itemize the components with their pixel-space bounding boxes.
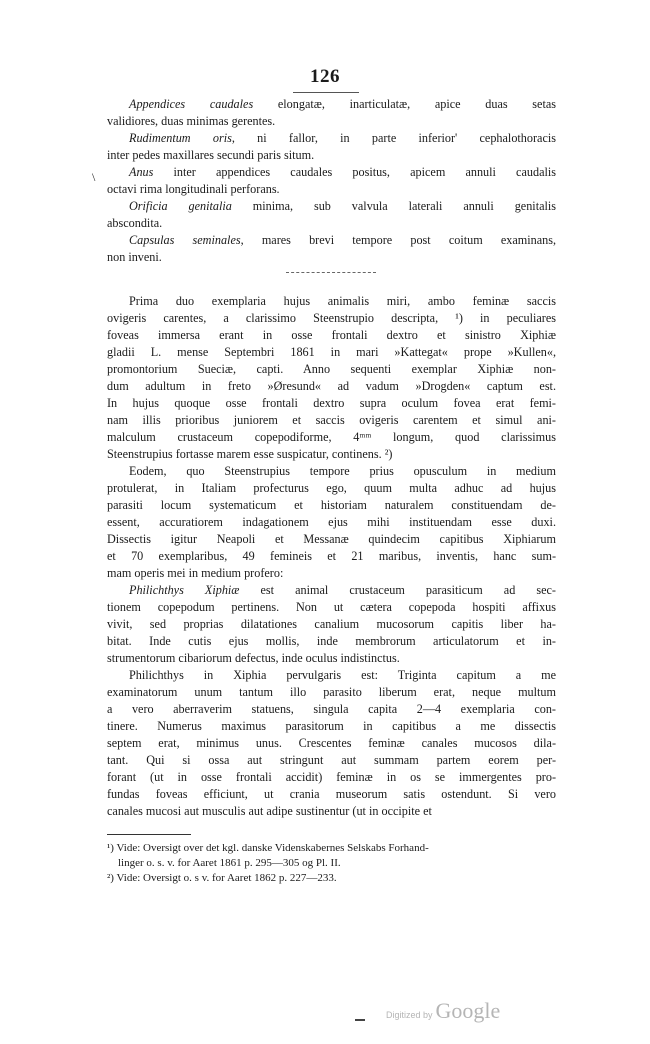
text-run: tionem copepodum pertinens. Non ut cætera copepoda hospiti affixus (107, 600, 556, 614)
text-run: malculum crustaceum copepodiforme, 4ᵐᵐ longum, quod clarissimus (107, 430, 556, 444)
text-line (107, 463, 556, 480)
text-line (107, 497, 556, 514)
footnote-line: linger o. s. v. for Aaret 1861 p. 295—305 og Pl. II. (107, 857, 341, 869)
italic-term: Capsulas seminales (129, 233, 241, 247)
text-run: examinatorum unum tantum illo parasito liberum erat, neque multum (107, 685, 556, 699)
text-run: octavi rima longitudinali perforans. (107, 182, 280, 196)
page-number: 126 (310, 66, 340, 87)
text-run: essent, accuratiorem indagationem ejus mihi instituendam esse duxi. (107, 515, 556, 529)
text-line (107, 130, 556, 147)
text-line (107, 181, 556, 198)
paragraph (107, 198, 556, 232)
text-run: Dissectis igitur Neapoli et Messanæ quindecim capitibus Xiphiarum (107, 532, 556, 546)
text-run: Philichthys in Xiphia pervulgaris est: Triginta capitum a me (129, 668, 556, 682)
text-run: tinere. Numerus maximus parasitorum in capitibus a me dissectis (107, 719, 556, 733)
text-line (107, 429, 556, 446)
footnote-rule (107, 834, 191, 835)
text-line (107, 752, 556, 769)
paragraph (107, 164, 556, 198)
text-line (107, 96, 556, 113)
text-run: parasiti locum systematicum et historiam naturalem constituendam de- (107, 498, 556, 512)
main-text-block (107, 293, 556, 820)
text-line (107, 344, 556, 361)
text-line (107, 701, 556, 718)
text-line (107, 633, 556, 650)
text-line (107, 718, 556, 735)
text-run: validiores, duas minimas gerentes. (107, 114, 276, 128)
text-run: gladii L. mense Septembri 1861 in mari »Kattegat« prope »Kullen«, (107, 345, 556, 359)
description-block (107, 96, 556, 266)
paragraph (107, 96, 556, 130)
footnote-line: ²) Vide: Oversigt o. s v. for Aaret 1862 p. 227—233. (107, 872, 337, 884)
text-run: foveas immersa erant in osse frontali dextro et sinistro Xiphiæ (107, 328, 556, 342)
italic-term: Appendices caudales (129, 97, 254, 111)
italic-term: Philichthys Xiphiæ (129, 583, 240, 597)
text-run: bitat. Inde cutis ejus mollis, inde membrorum articulatorum et in- (107, 634, 556, 648)
text-line (107, 565, 556, 582)
italic-term: Orificia genitalia (129, 199, 232, 213)
google-watermark (386, 998, 500, 1024)
text-run: In hujus quoque osse frontali dextro supra oculum fovea erat femi- (107, 396, 556, 410)
text-run: inter appendices caudales positus, apicem annuli caudalis (153, 165, 556, 179)
text-line (107, 293, 556, 310)
paragraph (107, 130, 556, 164)
text-line (107, 531, 556, 548)
watermark-brand: Google (435, 998, 501, 1023)
italic-term: Rudimentum oris (129, 131, 232, 145)
text-run: non inveni. (107, 250, 162, 264)
text-line (107, 616, 556, 633)
margin-mark: \ (92, 170, 96, 184)
text-line (107, 514, 556, 531)
text-line (107, 803, 556, 820)
footnote-line: ¹) Vide: Oversigt over det kgl. danske Videnskabernes Selskabs Forhand- (107, 842, 429, 854)
page-number-rule (293, 92, 359, 93)
text-run: fundas foveas efficiunt, ut crania museorum satis ostendunt. Si vero (107, 787, 556, 801)
text-run: et 70 exemplaribus, 49 femineis et 21 maribus, inventis, hanc sum- (107, 549, 556, 563)
text-run: dum adultum in freto »Øresund« ad vadum »Drogden« captum est. (107, 379, 556, 393)
text-line (107, 582, 556, 599)
text-run: mam operis mei in medium profero: (107, 566, 284, 580)
paragraph (107, 582, 556, 667)
text-line (107, 480, 556, 497)
text-run: forant (ut in osse frontali accidit) feminæ in os se immergentes pro- (107, 770, 556, 784)
text-run: nam illis prioribus juniorem et saccis ovigeris carentem et simul ani- (107, 413, 556, 427)
text-line (107, 786, 556, 803)
text-line (107, 198, 556, 215)
text-run: abscondita. (107, 216, 163, 230)
bottom-dash (355, 1019, 365, 1021)
italic-term: Anus (129, 165, 154, 179)
text-line (107, 327, 556, 344)
text-line (107, 548, 556, 565)
text-run: Steenstrupius fortasse marem esse suspicatur, continens. ²) (107, 447, 393, 461)
text-run: protulerat, in Italiam profecturus ego, quum multa adhuc ad hujus (107, 481, 556, 495)
text-run: promontorium Sueciæ, capti. Anno sequenti exemplar Xiphiæ non- (107, 362, 556, 376)
text-line (107, 446, 556, 463)
text-run: strumentorum cibariorum defectus, inde oculus indistinctus. (107, 651, 400, 665)
text-line (107, 599, 556, 616)
text-line (107, 164, 556, 181)
text-run: septem erat, minimus unus. Crescentes feminæ canales mucosos dila- (107, 736, 556, 750)
text-run: minima, sub valvula laterali annuli genitalis (231, 199, 557, 213)
text-line (107, 735, 556, 752)
text-run: elongatæ, inarticulatæ, apice duas setas (253, 97, 556, 111)
text-run: canales mucosi aut musculis aut adipe sustinentur (ut in occipite et (107, 804, 432, 818)
text-run: vivit, sed proprias dilatationes canalium mucosorum capitis liber ha- (107, 617, 556, 631)
text-run: a vero aberraverim statuens, singula capita 2—4 exemplaria con- (107, 702, 556, 716)
text-run: tant. Qui si ossa aut stringunt aut summam partem eorem per- (107, 753, 556, 767)
text-run: est animal crustaceum parasiticum ad sec- (239, 583, 556, 597)
footnotes (107, 841, 556, 886)
text-line (107, 378, 556, 395)
text-run: Prima duo exemplaria hujus animalis miri, ambo feminæ saccis (129, 294, 556, 308)
paragraph (107, 232, 556, 266)
text-run: Eodem, quo Steenstrupius tempore prius opusculum in medium (129, 464, 556, 478)
text-run: inter pedes maxillares secundi paris situm. (107, 148, 315, 162)
text-line (107, 650, 556, 667)
text-line (107, 310, 556, 327)
paragraph (107, 293, 556, 463)
text-line (107, 147, 556, 164)
text-line (107, 113, 556, 130)
text-line (107, 769, 556, 786)
text-run: , mares brevi tempore post coitum examinans, (240, 233, 556, 247)
text-line (107, 361, 556, 378)
text-line (107, 215, 556, 232)
section-separator (286, 272, 376, 274)
text-line (107, 684, 556, 701)
paragraph (107, 667, 556, 820)
text-line (107, 395, 556, 412)
text-run: , ni fallor, in parte inferior' cephalothoracis (231, 131, 556, 145)
text-line (107, 232, 556, 249)
text-line (107, 667, 556, 684)
watermark-prefix: Digitized by (386, 1010, 433, 1020)
text-run: ovigeris carentes, a clarissimo Steenstrupio descripta, ¹) in peculiares (107, 311, 556, 325)
text-line (107, 249, 556, 266)
paragraph (107, 463, 556, 582)
text-line (107, 412, 556, 429)
